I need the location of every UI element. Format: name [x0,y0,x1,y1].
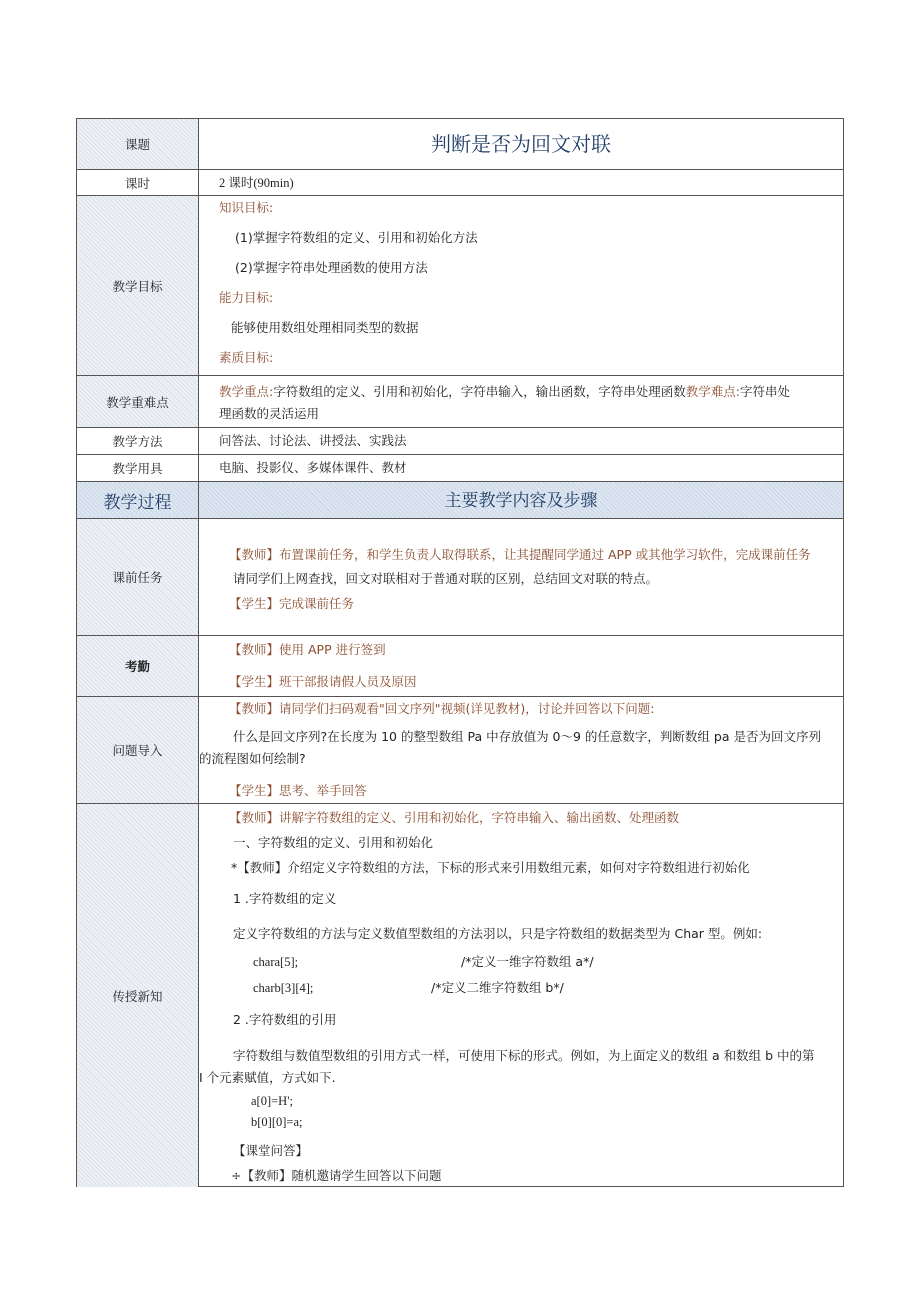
tools-row [77,454,843,481]
code-line-1: chara[5]; [253,955,299,969]
topic-label: 课题 [77,119,199,169]
methods-value: 问答法、讨论法、讲授法、实践法 [219,433,407,448]
methods-label: 教学方法 [77,428,199,454]
knowledge-heading: 知识目标: [219,200,274,215]
key-text: 字符数组的定义、引用和初始化，字符串输入，输出函数，字符串处理函数 [273,384,686,399]
bullet-mark: * [231,860,238,875]
attendance-row [77,635,843,696]
quality-heading: 素质目标: [219,350,274,365]
student-tag: 【学生】 [229,674,280,689]
process-header-right: 主要教学内容及步骤 [444,491,598,511]
difficulty-text: 字符串处 [739,384,790,399]
attendance-teacher-text: 使用 APP 进行签到 [279,642,386,657]
teaching-line-8: I 个元素赋值，方式如下. [199,1070,336,1085]
hours-label: 课时 [77,170,199,195]
code-comment-2: /*定义二维字符数组 b*/ [431,980,564,995]
intro-teacher-text: 请同学们扫码观看"回文序列"视频(详见教材)，讨论并回答以下问题: [279,701,655,716]
keypoints-row [77,375,843,427]
teaching-line-3-text: 介绍定义字符数组的方法，下标的形式来引用数组元素，如何对字符数组进行初始化 [287,860,750,875]
attendance-line-2 [229,674,417,690]
difficulty-text-cont: 理函数的灵活运用 [219,406,320,421]
intro-row [77,696,843,803]
teacher-tag: 【教师】 [229,810,280,825]
hours-row [77,169,843,195]
difficulty-heading: 教学难点: [685,384,740,399]
pre-task-line-1 [229,547,811,563]
pre-task-line-2: 请同学们上网查找，回文对联相对于普通对联的区别，总结回文对联的特点。 [233,571,659,586]
teaching-line-10-text: 随机邀请学生回答以下问题 [291,1168,442,1183]
teacher-tag: 【教师】 [241,1168,292,1183]
objectives-row [77,195,843,375]
teaching-line-5: 定义字符数组的方法与定义数值型数组的方法羽以，只是字符数组的数据类型为 Char 型。例如: [233,926,763,941]
teaching-label: 传授新知 [77,804,199,1187]
objectives-label: 教学目标 [77,196,199,375]
hours-value: 2 课时(90min) [219,176,294,190]
teaching-line-10 [231,1168,442,1184]
key-heading: 教学重点: [219,384,274,399]
pre-task-student-text: 完成课前任务 [279,596,355,611]
lesson-plan-table [76,118,844,1187]
pre-task-row [77,518,843,635]
student-tag: 【学生】 [229,783,280,798]
intro-line-2: 什么是回文序列?在长度为 10 的整型数组 Pa 中存放值为 0～9 的任意数字，判断数组 pa 是否为回文序列 [233,729,821,744]
tools-label: 教学用具 [77,455,199,481]
process-header-left: 教学过程 [77,482,199,518]
intro-label: 问题导入 [77,697,199,803]
teaching-line-1 [229,810,679,826]
teaching-line-3 [231,860,750,876]
intro-student-text: 思考、举手回答 [279,783,367,798]
intro-line-4 [229,783,367,799]
code-comment-1: /*定义一维字符数组 a*/ [461,954,594,969]
teaching-line-7: 字符数组与数值型数组的引用方式一样，可使用下标的形式。例如，为上面定义的数组 a 和数组 b 中的第 [233,1048,815,1063]
keypoints-line-1 [219,384,790,400]
intro-line-1 [229,701,654,717]
classroom-qa-heading: 【课堂问答】 [233,1143,309,1158]
topic-row [77,119,843,169]
code-line-4: b[0][0]=a; [251,1115,303,1129]
teacher-tag: 【教师】 [229,642,280,657]
methods-row [77,427,843,454]
teacher-tag: 【教师】 [237,860,288,875]
attendance-line-1 [229,642,386,658]
bullet-mark: ÷ [231,1168,242,1183]
teaching-section-1: 一、字符数组的定义、引用和初始化 [233,835,434,850]
teaching-row [77,803,843,1187]
attendance-student-text: 班干部报请假人员及原因 [279,674,417,689]
process-header-row [77,481,843,518]
attendance-label: 考勤 [77,636,199,696]
intro-line-3: 的流程图如何绘制? [199,751,306,766]
code-line-2: charb[3][4]; [253,981,314,995]
knowledge-item-2: (2)掌握字符串处理函数的使用方法 [235,260,428,275]
tools-value: 电脑、投影仪、多媒体课件、教材 [219,460,407,475]
teacher-tag: 【教师】 [229,547,280,562]
pre-task-teacher-text: 布置课前任务，和学生负责人取得联系，让其提醒同学通过 APP 或其他学习软件，完成课前任务 [279,547,811,562]
pre-task-label: 课前任务 [77,519,199,635]
ability-heading: 能力目标: [219,290,274,305]
ability-item-1: 能够使用数组处理相同类型的数据 [231,320,419,335]
keypoints-label: 教学重难点 [77,376,199,427]
teaching-teacher-text: 讲解字符数组的定义、引用和初始化，字符串输入、输出函数、处理函数 [279,810,680,825]
code-line-3: a[0]=H'; [251,1094,293,1108]
knowledge-item-1: (1)掌握字符数组的定义、引用和初始化方法 [235,230,478,245]
teacher-tag: 【教师】 [229,701,280,716]
teaching-subsection-2: 2 .字符数组的引用 [233,1012,337,1027]
lesson-title: 判断是否为回文对联 [431,132,611,156]
teaching-subsection-1: 1 .字符数组的定义 [233,891,337,906]
student-tag: 【学生】 [229,596,280,611]
pre-task-line-3 [229,596,354,612]
